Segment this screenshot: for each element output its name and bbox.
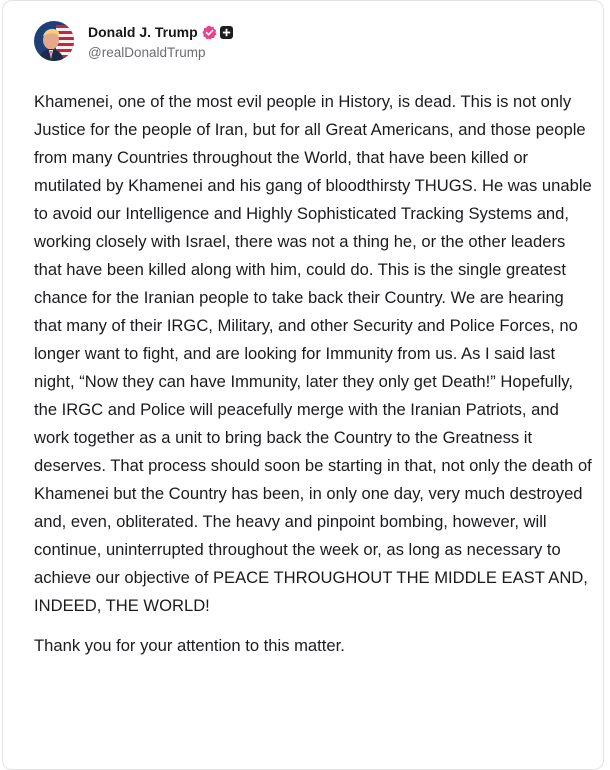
verified-badge-icon (202, 25, 217, 40)
author-names (88, 22, 233, 60)
avatar[interactable] (34, 21, 74, 61)
post-card (2, 0, 604, 770)
author-handle[interactable]: @realDonaldTrump (88, 45, 206, 60)
plus-badge-icon (220, 26, 233, 39)
post-header (34, 19, 233, 63)
post-paragraph: Khamenei, one of the most evil people in History, is dead. This is not only Justice for the people of Iran, but for all Great Americans, and those people from many Countries throughout the World, that have been killed or mutilated by Khamenei and his gang of bloodthirsty THUGS. He was unable to avoid our Intelligence and Highly Sophisticated Tracking Systems and, working closely with Israel, there was not a thing he, or the other leaders that have been killed along with him, could do. This is the single greatest chance for the Iranian people to take back their Country. We are hearing that many of their IRGC, Military, and other Security and Police Forces, no longer want to fight, and are looking for Immunity from us. As I said last night, “Now they can have Immunity, later they only get Death!” Hopefully, the IRGC and Police will peacefully merge with the Iranian Patriots, and work together as a unit to bring back the Country to the Greatness it deserves. That process should soon be starting in that, not only the death of Khamenei but the Country has been, in only one day, very much destroyed and, even, obliterated. The heavy and pinpoint bombing, however, will continue, uninterrupted throughout the week or, as long as necessary to achieve our objective of PEACE THROUGHOUT THE MIDDLE EAST AND, INDEED, THE WORLD! (34, 92, 592, 615)
post-paragraph: Thank you for your attention to this matter. (34, 636, 345, 655)
author-display-name[interactable]: Donald J. Trump (88, 24, 198, 40)
name-row (88, 22, 233, 42)
post-body (34, 88, 594, 660)
avatar-image (34, 21, 74, 61)
